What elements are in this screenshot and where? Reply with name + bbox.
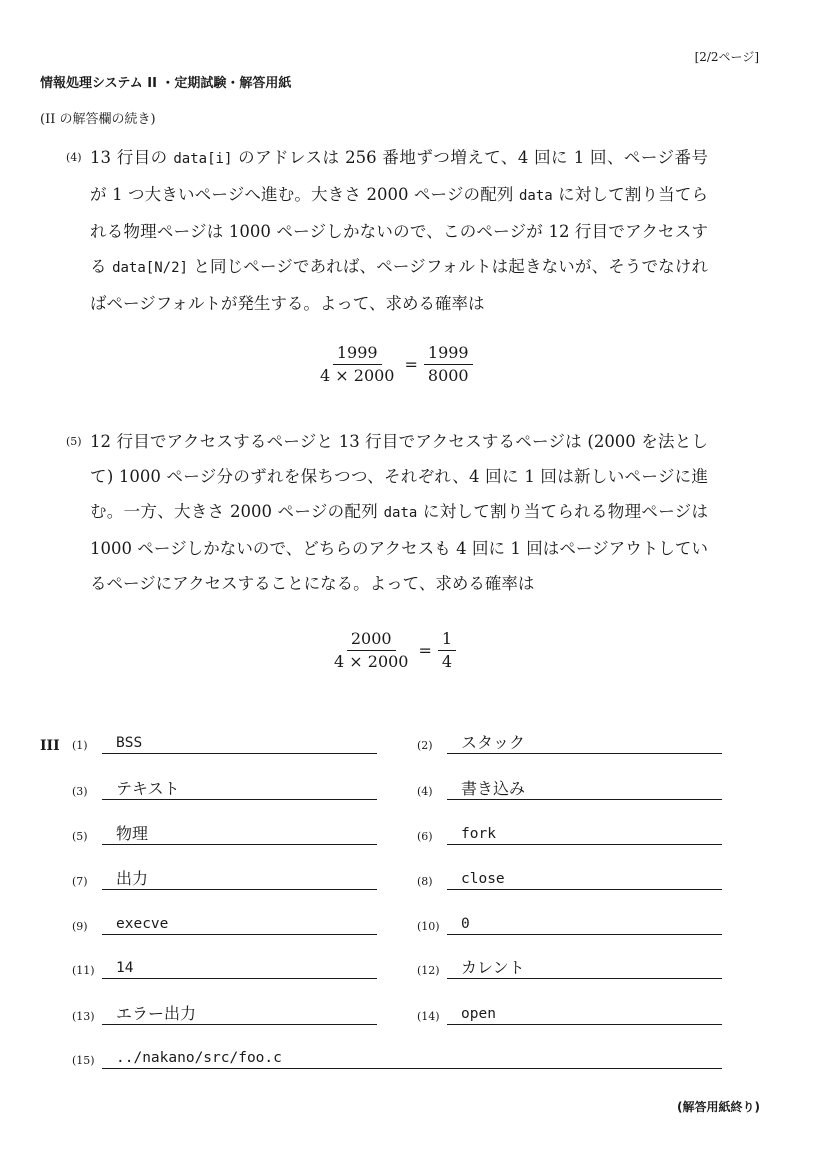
problem-5-number: (5) — [66, 435, 82, 448]
answer-13 — [72, 1003, 377, 1025]
answer-1-number: (1) — [72, 739, 88, 752]
answer-11 — [72, 957, 377, 979]
problem-5-lhs-denominator: 4 × 2000 — [334, 652, 409, 671]
problem-5-lhs-numerator: 2000 — [347, 630, 396, 651]
problem-4-equation — [316, 344, 473, 385]
answer-3-number: (3) — [72, 785, 88, 798]
section-3-label: III — [40, 738, 60, 754]
problem-5 — [66, 424, 708, 601]
answer-5-value: 物理 — [102, 823, 377, 845]
problem-5-text-1: 12 行目でアクセスするページと 13 行目でアクセスするページは (2000 を法として) 1000 ページ分のずれを保ちつつ、それぞれ、4 回に 1 回は新しいページに進む。一方、大きさ 2000 ページの配列 — [90, 432, 708, 521]
problem-4-text-4: と同じページであれば、ページフォルトは起きないが、そうでなければページフォルトが発生する。よって、求める確率は — [90, 257, 708, 313]
answer-9-number: (9) — [72, 920, 88, 933]
problem-4-text-3: に対して割り当てられる物理ページは 1000 ページしかないので、このページが 12 行目でアクセスする — [90, 185, 708, 276]
answer-5 — [72, 823, 377, 845]
problem-4-text-2: のアドレスは 256 番地ずつ増えて、4 回に 1 回、ページ番号が 1 つ大きいページへ進む。大きさ 2000 ページの配列 — [90, 148, 708, 204]
answer-3 — [72, 778, 377, 800]
answer-13-number: (13) — [72, 1010, 95, 1023]
problem-5-rhs-fraction — [438, 630, 456, 671]
answer-11-value: 14 — [102, 957, 377, 979]
answer-3-value: テキスト — [102, 778, 377, 800]
problem-4-lhs-numerator: 1999 — [333, 344, 382, 365]
answer-8-number: (8) — [417, 875, 433, 888]
problem-4-lhs-denominator: 4 × 2000 — [320, 366, 395, 385]
page-title: 情報処理システム II ・定期試験・解答用紙 — [40, 76, 292, 91]
answer-8 — [417, 868, 722, 890]
answer-12-number: (12) — [417, 964, 440, 977]
answer-7-number: (7) — [72, 875, 88, 888]
answer-6-number: (6) — [417, 830, 433, 843]
answer-15-value: ../nakano/src/foo.c — [102, 1047, 722, 1069]
problem-4-text-1: 13 行目の — [90, 148, 174, 167]
answer-14-number: (14) — [417, 1010, 440, 1023]
answer-1-value: BSS — [102, 732, 377, 754]
problem-5-rhs-numerator: 1 — [438, 630, 456, 651]
answer-4 — [417, 778, 722, 800]
answer-9 — [72, 913, 377, 935]
problem-5-equation — [330, 630, 456, 671]
end-note: (解答用紙終り) — [677, 1100, 760, 1114]
answer-8-value: close — [447, 868, 722, 890]
problem-5-equals: = — [418, 641, 432, 660]
answer-2-value: スタック — [447, 732, 722, 754]
problem-5-code-1: data — [383, 505, 418, 521]
answer-10 — [417, 913, 722, 935]
answer-15 — [72, 1047, 722, 1069]
continuation-note: (II の解答欄の続き) — [40, 112, 156, 127]
answer-4-value: 書き込み — [447, 778, 722, 800]
problem-5-rhs-denominator: 4 — [441, 652, 453, 671]
answer-12 — [417, 957, 722, 979]
answer-6-value: fork — [447, 823, 722, 845]
answer-1 — [72, 732, 377, 754]
problem-4-rhs-fraction — [424, 344, 473, 385]
problem-4 — [66, 140, 708, 321]
answer-11-number: (11) — [72, 964, 95, 977]
problem-4-rhs-denominator: 8000 — [427, 366, 469, 385]
problem-4-code-1: data[i] — [173, 151, 233, 167]
answer-9-value: execve — [102, 913, 377, 935]
problem-4-number: (4) — [66, 151, 82, 164]
answer-13-value: エラー出力 — [102, 1003, 377, 1025]
answer-5-number: (5) — [72, 830, 88, 843]
answer-14-value: open — [447, 1003, 722, 1025]
answer-2 — [417, 732, 722, 754]
answer-2-number: (2) — [417, 739, 433, 752]
answer-7 — [72, 868, 377, 890]
answer-12-value: カレント — [447, 957, 722, 979]
problem-4-code-2: data — [519, 188, 553, 204]
page-indicator: [2/2ページ] — [694, 50, 759, 64]
problem-4-equals: = — [404, 355, 418, 374]
answer-7-value: 出力 — [102, 868, 377, 890]
problem-5-text-2: に対して割り当てられる物理ページは 1000 ページしかないので、どちらのアクセスも 4 回に 1 回はページアウトしているページにアクセスすることになる。よって、求める確率は — [90, 502, 708, 593]
answer-14 — [417, 1003, 722, 1025]
problem-5-lhs-fraction — [330, 630, 412, 671]
problem-4-rhs-numerator: 1999 — [424, 344, 473, 365]
problem-4-lhs-fraction — [316, 344, 398, 385]
answer-10-number: (10) — [417, 920, 440, 933]
answer-10-value: 0 — [447, 913, 722, 935]
answer-15-number: (15) — [72, 1054, 95, 1067]
answer-6 — [417, 823, 722, 845]
problem-4-code-3: data[N/2] — [112, 260, 188, 276]
answer-4-number: (4) — [417, 785, 433, 798]
